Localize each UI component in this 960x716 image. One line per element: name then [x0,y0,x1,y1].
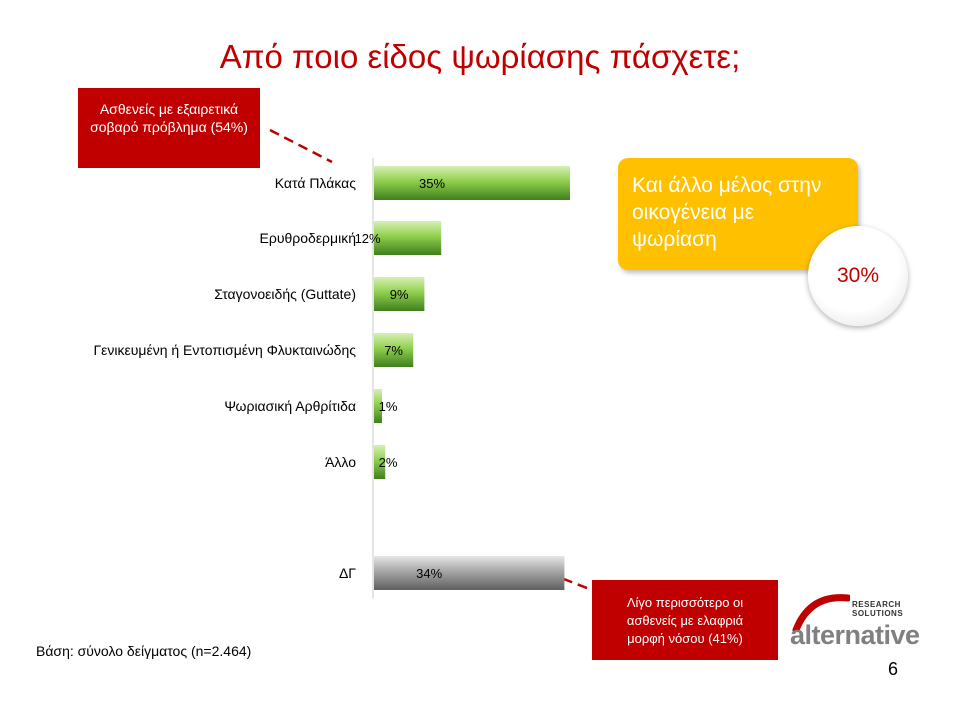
callout-mild-patients [592,580,778,660]
family-note-line-1: Και άλλο μέλος στην [632,174,822,197]
value-label-6: 34% [416,566,443,581]
callout-severe-line-2: σοβαρό πρόβλημα (54%) [90,119,248,135]
company-logo [790,592,940,662]
value-label-1: 12% [354,231,381,246]
value-label-2: 9% [389,287,409,302]
value-label-4: 1% [378,399,398,414]
callout-mild-line-1: Λίγο περισσότερο οι [626,595,744,610]
category-label-3: Γενικευμένη ή Εντοπισμένη Φλυκταινώδης [93,342,356,358]
bar-6 [374,556,564,590]
bar-1 [374,221,441,255]
family-note-line-2: οικογένεια με [632,201,755,224]
callout-severe-line-1: Ασθενείς με εξαιρετικά [99,101,239,117]
category-label-6: ΔΓ [338,565,356,581]
page-number: 6 [887,659,898,679]
family-percent-bubble: 30% [808,226,908,326]
logo-wordmark: alternative [790,620,920,650]
sample-base-note: Βάση: σύνολο δείγματος (n=2.464) [36,643,252,659]
category-label-2: Σταγονοειδής (Guttate) [214,286,356,302]
page-title: Από ποιο είδος ψωρίασης πάσχετε; [219,38,741,75]
value-label-5: 2% [378,455,398,470]
value-label-0: 35% [418,176,446,191]
logo-tagline: RESEARCH SOLUTIONS [852,600,904,618]
value-label-3: 7% [384,343,403,358]
family-note-line-3: ψωρίαση [632,228,717,251]
category-label-0: Κατά Πλάκας [274,175,356,191]
category-label-1: Ερυθροδερμική [259,230,356,246]
callout-mild-line-2: ασθενείς με ελαφριά [626,613,744,628]
callout-top-connector [270,130,332,162]
category-label-5: Άλλο [325,454,356,470]
category-label-4: Ψωριασική Αρθρίτιδα [224,398,356,414]
callout-mild-line-3: μορφή νόσου (41%) [627,631,743,646]
bar-0 [374,166,570,200]
